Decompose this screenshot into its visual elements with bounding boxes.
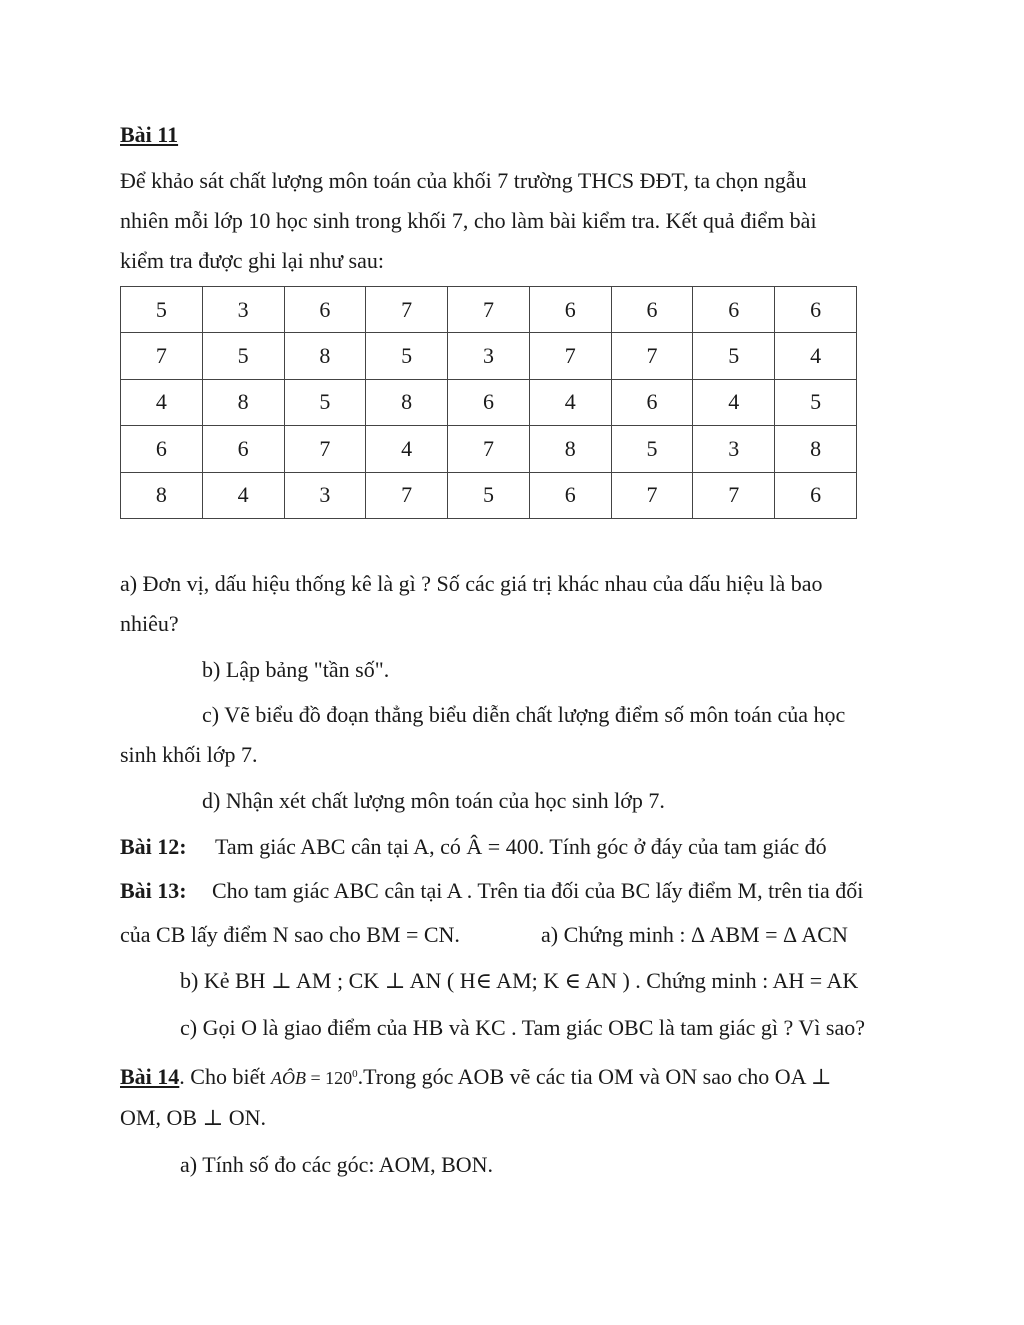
table-cell: 6 — [775, 472, 857, 518]
b11-question-a-line-2: nhiêu? — [120, 611, 179, 636]
table-cell: 6 — [202, 426, 284, 472]
table-cell: 3 — [693, 426, 775, 472]
table-cell: 6 — [693, 287, 775, 333]
b13-line-1: Cho tam giác ABC cân tại A . Trên tia đối của BC lấy điểm M, trên tia đối — [212, 878, 864, 903]
table-cell: 8 — [775, 426, 857, 472]
table-cell: 7 — [448, 426, 530, 472]
table-cell: 8 — [529, 426, 611, 472]
b13-question-c: c) Gọi O là giao điểm của HB và KC . Tam giác OBC là tam giác gì ? Vì sao? — [180, 1015, 865, 1040]
b14-angle-formula — [271, 1068, 358, 1088]
table-cell: 6 — [448, 379, 530, 425]
b14-after-label: . Cho biết — [179, 1064, 266, 1089]
b11-title: Bài 11 — [120, 122, 179, 147]
table-cell: 4 — [121, 379, 203, 425]
table-cell: 7 — [284, 426, 366, 472]
b11-intro-line-3: kiểm tra được ghi lại như sau: — [120, 248, 384, 273]
table-cell: 7 — [693, 472, 775, 518]
table-cell: 7 — [611, 472, 693, 518]
b11-question-a-line-1: a) Đơn vị, dấu hiệu thống kê là gì ? Số các giá trị khác nhau của dấu hiệu là bao — [120, 571, 823, 596]
b14-label: Bài 14 — [120, 1064, 180, 1089]
table-cell: 6 — [611, 287, 693, 333]
b11-question-d: d) Nhận xét chất lượng môn toán của học sinh lớp 7. — [202, 788, 665, 813]
b14-angle-name: AÔB — [270, 1068, 306, 1088]
table-cell: 4 — [775, 333, 857, 379]
table-row — [121, 472, 857, 518]
table-row — [121, 379, 857, 425]
b14-line-1 — [120, 1064, 832, 1090]
table-row — [121, 333, 857, 379]
table-cell: 4 — [529, 379, 611, 425]
b14-line-2: OM, OB ⊥ ON. — [120, 1105, 266, 1130]
b13-line-2a: của CB lấy điểm N sao cho BM = CN. — [120, 922, 460, 947]
table-cell: 3 — [202, 287, 284, 333]
table-cell: 6 — [121, 426, 203, 472]
b11-question-c-line-1: c) Vẽ biểu đồ đoạn thẳng biểu diễn chất lượng điểm số môn toán của học — [202, 702, 846, 727]
table-cell: 8 — [121, 472, 203, 518]
b11-question-b: b) Lập bảng "tần số". — [202, 657, 390, 682]
table-cell: 7 — [611, 333, 693, 379]
table-cell: 5 — [448, 472, 530, 518]
table-cell: 7 — [366, 472, 448, 518]
table-cell: 3 — [448, 333, 530, 379]
table-cell: 7 — [366, 287, 448, 333]
table-cell: 4 — [202, 472, 284, 518]
b12-label: Bài 12: — [120, 834, 187, 859]
table-cell: 5 — [775, 379, 857, 425]
table-cell: 6 — [284, 287, 366, 333]
b11-question-c-line-2: sinh khối lớp 7. — [120, 742, 258, 767]
table-cell: 6 — [529, 472, 611, 518]
b14-question-a: a) Tính số đo các góc: AOM, BON. — [180, 1152, 494, 1177]
b12-text: Tam giác ABC cân tại A, có Â = 400. Tính góc ở đáy của tam giác đó — [215, 834, 827, 859]
table-cell: 5 — [121, 287, 203, 333]
table-cell: 6 — [611, 379, 693, 425]
table-row — [121, 287, 857, 333]
table-cell: 4 — [693, 379, 775, 425]
table-cell: 8 — [366, 379, 448, 425]
table-cell: 5 — [202, 333, 284, 379]
table-cell: 4 — [366, 426, 448, 472]
score-table — [120, 286, 857, 519]
table-cell: 5 — [611, 426, 693, 472]
b11-intro-line-1: Để khảo sát chất lượng môn toán của khối 7 trường THCS ĐĐT, ta chọn ngẫu — [120, 168, 807, 193]
b14-line-1-rest: .Trong góc AOB vẽ các tia OM và ON sao cho OA ⊥ — [357, 1064, 832, 1089]
b14-angle-value: = 120 — [310, 1068, 353, 1088]
table-cell: 7 — [529, 333, 611, 379]
table-cell: 6 — [775, 287, 857, 333]
table-cell: 6 — [529, 287, 611, 333]
table-cell: 7 — [448, 287, 530, 333]
table-cell: 5 — [284, 379, 366, 425]
table-cell: 8 — [284, 333, 366, 379]
table-cell: 3 — [284, 472, 366, 518]
table-cell: 8 — [202, 379, 284, 425]
b13-question-b: b) Kẻ BH ⊥ AM ; CK ⊥ AN ( H∈ AM; K ∈ AN ) . Chứng minh : AH = AK — [180, 968, 859, 993]
table-cell: 5 — [366, 333, 448, 379]
table-cell: 5 — [693, 333, 775, 379]
b14-degree-sup: 0 — [352, 1068, 358, 1080]
b11-intro-line-2: nhiên mỗi lớp 10 học sinh trong khối 7, cho làm bài kiểm tra. Kết quả điểm bài — [120, 208, 817, 233]
table-row — [121, 426, 857, 472]
b13-question-a: a) Chứng minh : Δ ABM = Δ ACN — [541, 922, 848, 947]
table-cell: 7 — [121, 333, 203, 379]
b13-label: Bài 13: — [120, 878, 187, 903]
